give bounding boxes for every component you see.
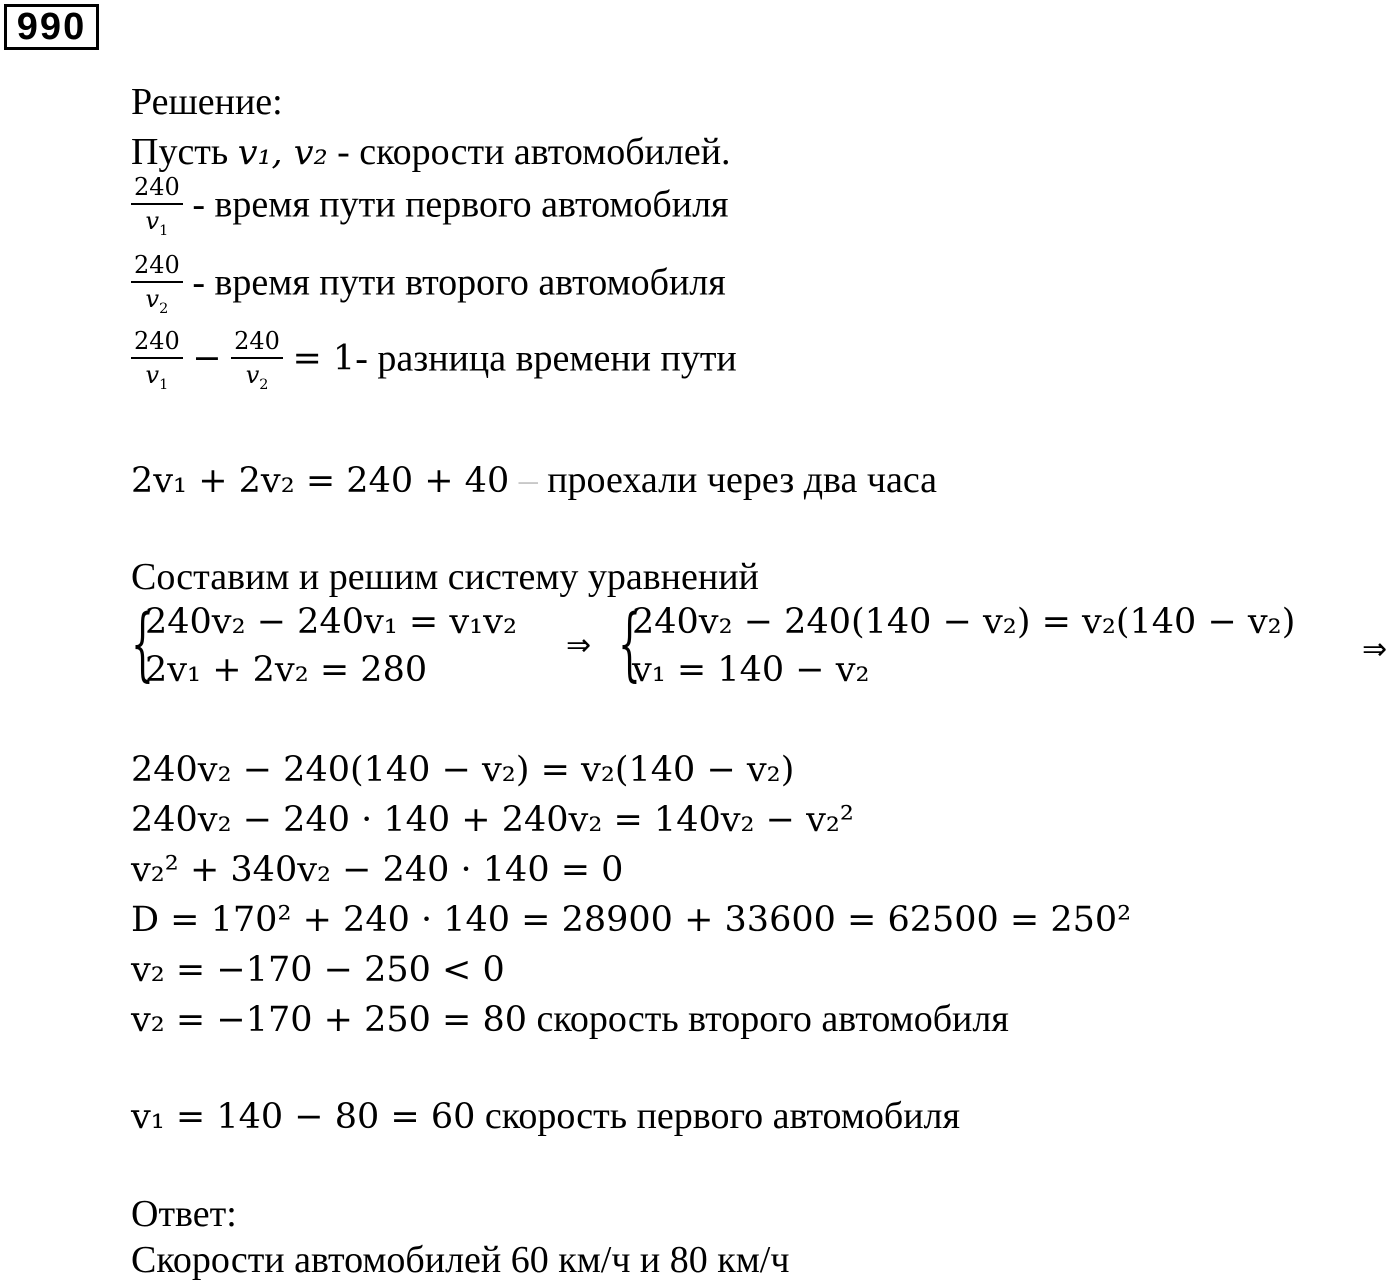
fraction-240-v1: $\frac{240}{v_1}$ (131, 326, 183, 391)
v1-line (131, 1094, 960, 1139)
let-text: - скорости автомобилей. (337, 131, 731, 173)
difference-line (131, 326, 737, 391)
step-1: 240v₂ − 240(140 − v₂) = v₂(140 − v₂) (131, 750, 795, 790)
implies-arrow-icon: ⇒ (1362, 632, 1388, 667)
v1-text: скорость первого автомобиля (484, 1095, 960, 1137)
step-2: 240v₂ − 240 · 140 + 240v₂ = 140v₂ − v₂² (131, 800, 854, 840)
step-6-line (131, 997, 1009, 1042)
v2-text: скорость второго автомобиля (536, 998, 1009, 1040)
system-1-row-1: 240v₂ − 240v₁ = v₁v₂ (145, 602, 517, 642)
system-intro: Составим и решим систему уравнений (131, 556, 759, 598)
let-vars: v₁, v₂ (237, 133, 328, 173)
fraction-240-v1: $\frac{240}{v_1}$ (131, 172, 183, 237)
time2-line (131, 250, 726, 315)
time2-text: - время пути второго автомобиля (192, 261, 726, 304)
system-2-row-1: 240v₂ − 240(140 − v₂) = v₂(140 − v₂) (632, 602, 1296, 642)
difference-text: - разница времени пути (355, 337, 737, 380)
sum-dash: – (518, 459, 538, 501)
system-2-row-2: v₁ = 140 − v₂ (632, 650, 870, 690)
sum-equation: 2v₁ + 2v₂ = 240 + 40 (131, 461, 510, 501)
solution-label: Решение: (131, 81, 283, 123)
left-brace-icon: { (618, 597, 641, 690)
time1-text: - время пути первого автомобиля (192, 183, 729, 226)
left-brace-icon: { (131, 597, 154, 690)
answer-text: Скорости автомобилей 60 км/ч и 80 км/ч (131, 1239, 790, 1281)
difference-equals: = 1 (292, 338, 356, 379)
time1-line (131, 172, 729, 237)
minus-sign: − (192, 338, 222, 379)
fraction-240-v2: $\frac{240}{v_2}$ (231, 326, 283, 391)
v1-equation: v₁ = 140 − 80 = 60 (131, 1097, 476, 1137)
implies-arrow-icon: ⇒ (566, 628, 592, 663)
fraction-240-v2: $\frac{240}{v_2}$ (131, 250, 183, 315)
sum-text: проехали через два часа (547, 459, 938, 501)
step-5: v₂ = −170 − 250 < 0 (131, 950, 505, 990)
answer-label: Ответ: (131, 1193, 237, 1235)
system-1-row-2: 2v₁ + 2v₂ = 280 (145, 650, 428, 690)
problem-number: 990 (4, 4, 99, 50)
step-4-discriminant: D = 170² + 240 · 140 = 28900 + 33600 = 62500 = 250² (131, 900, 1132, 940)
let-prefix: Пусть (131, 131, 229, 173)
sum-line (131, 458, 937, 503)
let-line (131, 130, 731, 175)
step-3: v₂² + 340v₂ − 240 · 140 = 0 (131, 850, 624, 890)
step-6: v₂ = −170 + 250 = 80 (131, 1000, 528, 1040)
